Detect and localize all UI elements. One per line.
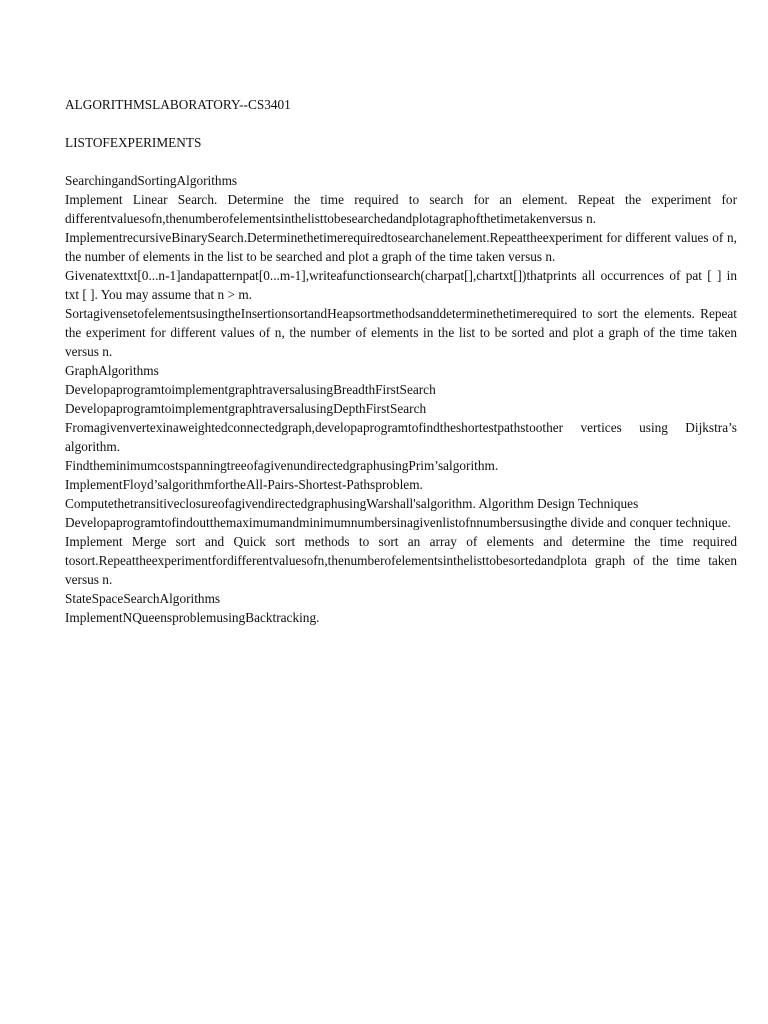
experiment-pattern-search: Givenatexttxt[0...n-1]andapatternpat[0...m-1],writeafunctionsearch(charpat[],chartxt[])thatprints all occurrences of pat [ ] in txt [ ]. You may assume that n > m.: [65, 268, 737, 302]
experiment-prim: FindtheminimumcostspanningtreeofagivenundirectedgraphusingPrim’salgorithm.: [65, 458, 499, 473]
experiment-divide-conquer: Developaprogramtofindoutthemaximumandminimumnumbersinagivenlistofnnumbersusingthe divide and conquer technique.: [65, 515, 731, 530]
experiment-linear-search: Implement Linear Search. Determine the time required to search for an element. Repeat the experiment for differentvaluesofn,thenumberofelementsinthelisttobesearchedandplotagraphofthetimetakenversus n.: [65, 192, 737, 226]
document-title: ALGORITHMSLABORATORY--CS3401: [65, 97, 291, 112]
experiment-dijkstra: Fromagivenvertexinaweightedconnectedgraph,developaprogramtofindtheshortestpathstoother vertices using Dijkstra’s algorithm.: [65, 420, 737, 454]
document-subtitle: LISTOFEXPERIMENTS: [65, 135, 202, 150]
section-heading-searching-sorting: SearchingandSortingAlgorithms: [65, 173, 238, 188]
section-heading-state-space-search: StateSpaceSearchAlgorithms: [65, 591, 221, 606]
section-heading-graph-algorithms: GraphAlgorithms: [65, 363, 159, 378]
experiment-dfs: DevelopaprogramtoimplementgraphtraversalusingDepthFirstSearch: [65, 401, 427, 416]
experiment-merge-quick-sort: Implement Merge sort and Quick sort methods to sort an array of elements and determine the time required tosort.Repeattheexperimentfordifferentvaluesofn,thenumberofelementsinthelisttobesortedandplota graph of the time taken versus n.: [65, 534, 737, 587]
experiment-bfs: DevelopaprogramtoimplementgraphtraversalusingBreadthFirstSearch: [65, 382, 436, 397]
experiment-n-queens: ImplementNQueensproblemusingBacktracking.: [65, 610, 320, 625]
experiment-insertion-heap-sort: SortagivensetofelementsusingtheInsertionsortandHeapsortmethodsanddeterminethetimerequired to sort the elements. Repeat the experiment for different values of n, the number of elements in the list to be sorted and plot a graph of the time taken versus n.: [65, 306, 737, 359]
document-content: [65, 95, 737, 627]
experiment-warshall: ComputethetransitiveclosureofagivendirectedgraphusingWarshall'salgorithm. Algorithm Design Techniques: [65, 496, 639, 511]
experiment-floyd: ImplementFloyd’salgorithmfortheAll-Pairs-Shortest-Pathsproblem.: [65, 477, 423, 492]
experiment-binary-search: ImplementrecursiveBinarySearch.Determinethetimerequiredtosearchanelement.Repeattheexperiment for different values of n, the number of elements in the list to be searched and plot a graph of the time taken versus n.: [65, 230, 737, 264]
